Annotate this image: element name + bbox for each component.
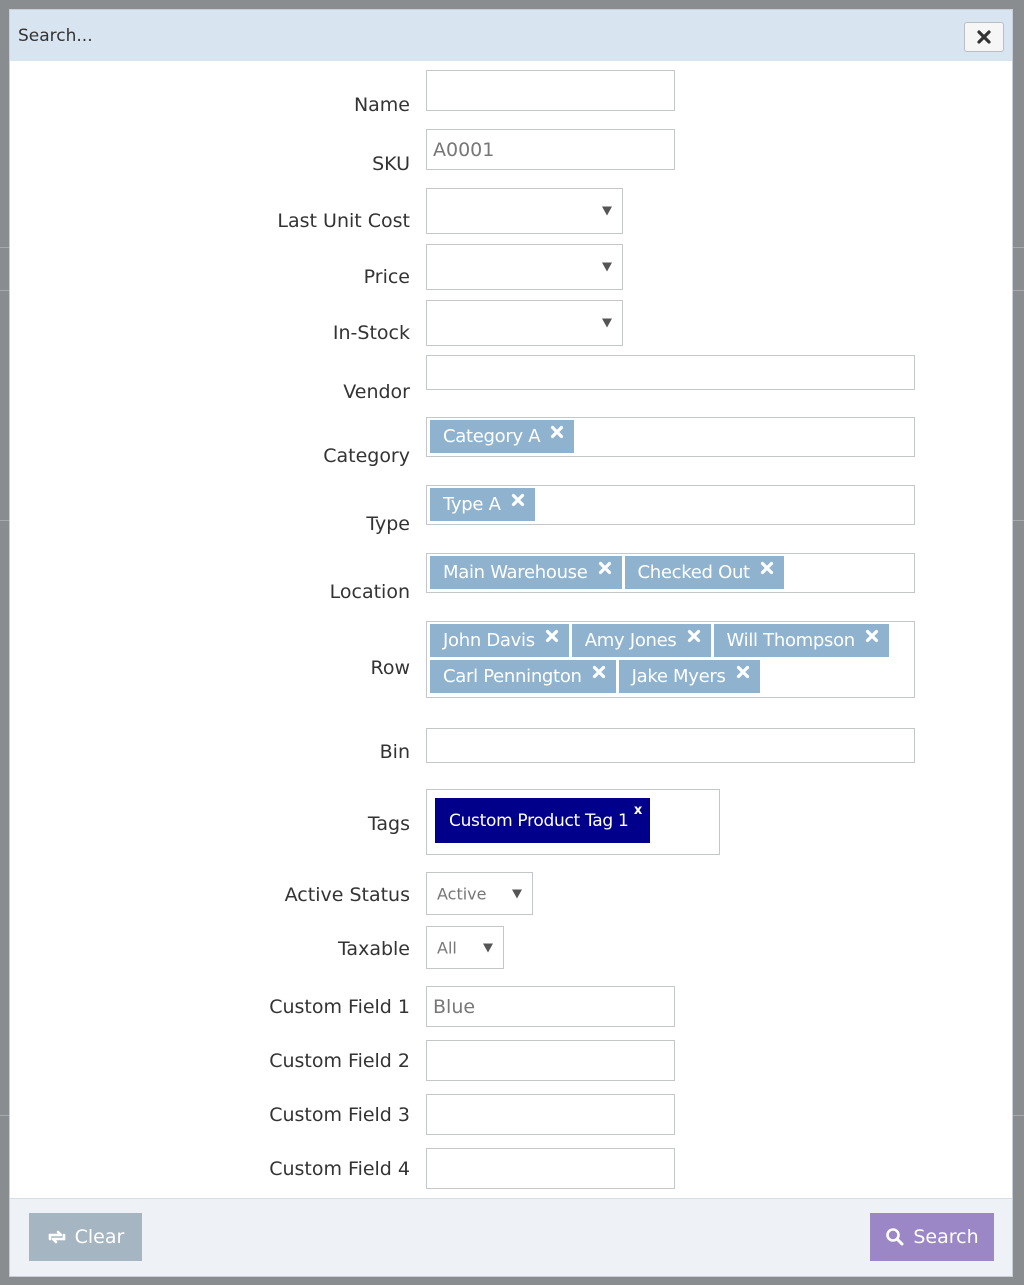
price-label: Price [363, 266, 410, 288]
close-icon [760, 561, 774, 575]
chip-label: Checked Out [637, 562, 750, 583]
custom-field-4-label: Custom Field 4 [269, 1158, 410, 1180]
close-icon [865, 629, 879, 643]
chip [714, 624, 889, 657]
remove-chip-button[interactable] [545, 629, 559, 643]
sku-label: SKU [372, 153, 410, 175]
custom-field-2-label: Custom Field 2 [269, 1050, 410, 1072]
modal-title: Search... [18, 26, 93, 46]
chevron-down-icon [512, 889, 522, 898]
modal-footer [10, 1198, 1012, 1276]
chevron-down-icon [602, 263, 612, 272]
custom-field-1-input[interactable] [426, 986, 675, 1027]
type-multiselect[interactable] [426, 485, 915, 525]
chip [625, 556, 784, 589]
taxable-label: Taxable [337, 938, 410, 960]
chip [619, 660, 760, 693]
close-icon [976, 29, 992, 45]
refresh-icon [47, 1227, 67, 1247]
last-unit-cost-select[interactable] [426, 188, 623, 234]
chip-label: Main Warehouse [443, 562, 588, 583]
chip [430, 488, 535, 521]
sku-input[interactable] [426, 129, 675, 170]
chip-label: Type A [443, 494, 501, 515]
remove-chip-button[interactable] [550, 425, 564, 439]
location-label: Location [329, 581, 410, 603]
chip-label: John Davis [443, 630, 535, 651]
remove-chip-button[interactable] [736, 665, 750, 679]
category-chips [430, 420, 911, 453]
close-icon [598, 561, 612, 575]
chip [572, 624, 711, 657]
custom-field-3-input[interactable] [426, 1094, 675, 1135]
location-multiselect[interactable] [426, 553, 915, 593]
type-label: Type [366, 513, 410, 535]
name-input[interactable] [426, 70, 675, 111]
close-icon [545, 629, 559, 643]
location-chips [430, 556, 911, 589]
close-icon [592, 665, 606, 679]
close-icon [736, 665, 750, 679]
custom-field-3-label: Custom Field 3 [269, 1104, 410, 1126]
chevron-down-icon [602, 207, 612, 216]
category-multiselect[interactable] [426, 417, 915, 457]
in-stock-label: In-Stock [332, 322, 410, 344]
chip-label: Jake Myers [631, 666, 726, 687]
remove-tag-button[interactable]: x [633, 803, 642, 818]
search-button[interactable] [870, 1213, 994, 1261]
chip [430, 420, 574, 453]
name-label: Name [353, 94, 410, 116]
tag-chip [435, 798, 650, 843]
remove-chip-button[interactable] [511, 493, 525, 507]
tags-multiselect[interactable] [426, 789, 720, 855]
chip-label: Category A [443, 426, 541, 447]
clear-button-label: Clear [74, 1226, 125, 1248]
remove-chip-button[interactable] [598, 561, 612, 575]
clear-button[interactable] [29, 1213, 142, 1261]
search-icon [885, 1227, 905, 1247]
price-select[interactable] [426, 244, 623, 290]
type-chips [430, 488, 911, 521]
row-label: Row [370, 657, 410, 679]
chip-label: Amy Jones [584, 630, 677, 651]
close-icon [550, 425, 564, 439]
category-label: Category [323, 445, 410, 467]
remove-chip-button[interactable] [865, 629, 879, 643]
chevron-down-icon [602, 319, 612, 328]
vendor-label: Vendor [343, 381, 410, 403]
modal-header [10, 10, 1012, 61]
search-modal [9, 9, 1013, 1277]
tag-chip-label: Custom Product Tag 1 [449, 810, 629, 831]
chip [430, 556, 622, 589]
vendor-input[interactable] [426, 355, 915, 390]
close-button[interactable] [964, 22, 1004, 52]
close-icon [687, 629, 701, 643]
chip [430, 660, 616, 693]
row-chips [430, 624, 911, 693]
last-unit-cost-label: Last Unit Cost [277, 210, 410, 232]
active-status-label: Active Status [284, 884, 410, 906]
remove-chip-button[interactable] [760, 561, 774, 575]
custom-field-1-label: Custom Field 1 [269, 996, 410, 1018]
chip-label: Will Thompson [726, 630, 855, 651]
active-status-select[interactable] [426, 872, 533, 915]
close-icon [511, 493, 525, 507]
bin-input[interactable] [426, 728, 915, 763]
chevron-down-icon [483, 943, 493, 952]
custom-field-4-input[interactable] [426, 1148, 675, 1189]
bin-label: Bin [379, 741, 410, 763]
remove-chip-button[interactable] [687, 629, 701, 643]
chip-label: Carl Pennington [443, 666, 582, 687]
in-stock-select[interactable] [426, 300, 623, 346]
taxable-value: All [437, 938, 457, 957]
search-button-label: Search [913, 1226, 979, 1248]
row-multiselect[interactable] [426, 621, 915, 698]
taxable-select[interactable] [426, 926, 504, 969]
active-status-value: Active [437, 884, 487, 903]
remove-chip-button[interactable] [592, 665, 606, 679]
chip [430, 624, 569, 657]
custom-field-2-input[interactable] [426, 1040, 675, 1081]
tags-label: Tags [367, 813, 410, 835]
